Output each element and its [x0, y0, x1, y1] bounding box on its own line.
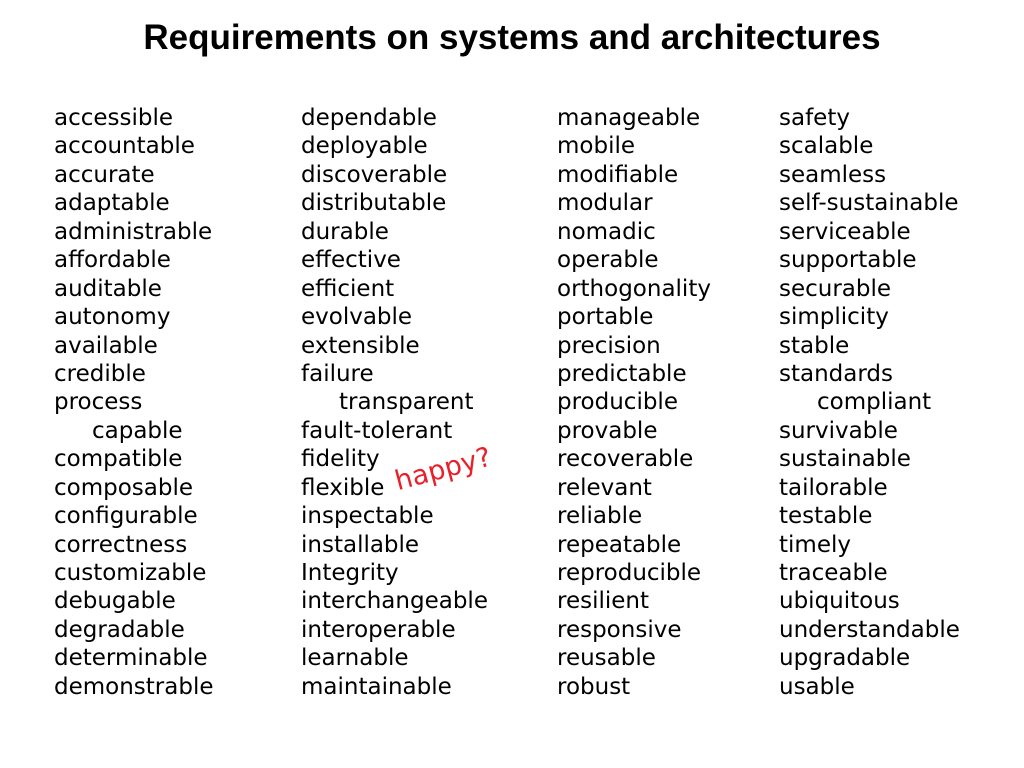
- requirement-term: seamless: [779, 161, 887, 188]
- requirement-term-continuation: compliant: [817, 389, 932, 416]
- requirement-term: safety: [779, 105, 850, 131]
- requirement-term: flexible: [301, 474, 385, 501]
- requirement-term: autonomy: [54, 304, 171, 331]
- requirement-term: credible: [54, 360, 146, 387]
- requirement-term: accountable: [54, 133, 195, 160]
- requirement-term: self-sustainable: [779, 190, 959, 217]
- requirement-term: survivable: [779, 417, 898, 444]
- requirement-term: sustainable: [779, 446, 911, 473]
- requirement-term: demonstrable: [54, 673, 214, 700]
- requirement-term: standards: [779, 360, 894, 387]
- requirement-term: available: [54, 332, 158, 359]
- requirement-term: provable: [557, 417, 658, 444]
- requirement-term: relevant: [557, 474, 652, 501]
- requirement-term: manageable: [557, 105, 701, 131]
- requirement-term: orthogonality: [557, 275, 711, 302]
- requirement-term: compatible: [54, 446, 183, 473]
- requirement-term: discoverable: [301, 161, 448, 188]
- slide-title: Requirements on systems and architectures: [143, 18, 881, 57]
- requirement-term: effective: [301, 247, 401, 274]
- requirement-term: reusable: [557, 645, 656, 672]
- requirement-term: administrable: [54, 218, 213, 245]
- requirement-term: installable: [301, 531, 420, 558]
- requirement-term: accurate: [54, 161, 155, 188]
- requirement-term: reproducible: [557, 560, 702, 586]
- requirement-term: traceable: [779, 560, 888, 586]
- requirement-term: robust: [557, 673, 631, 700]
- requirement-term: durable: [301, 218, 389, 245]
- requirement-term: Integrity: [301, 560, 399, 586]
- requirement-term: auditable: [54, 275, 162, 302]
- requirement-term: degradable: [54, 616, 185, 643]
- requirement-term: configurable: [54, 503, 198, 530]
- requirement-term: responsive: [557, 616, 682, 643]
- requirement-term: upgradable: [779, 645, 911, 672]
- requirement-term: testable: [779, 503, 873, 530]
- requirement-term: portable: [557, 304, 654, 331]
- requirement-term: failure: [301, 360, 374, 387]
- requirement-term: scalable: [779, 133, 874, 160]
- requirement-term: securable: [779, 275, 892, 302]
- requirement-term: distributable: [301, 190, 447, 217]
- requirement-term: deployable: [301, 133, 428, 160]
- requirement-term: adaptable: [54, 190, 170, 217]
- requirements-column-1: [54, 104, 214, 701]
- requirement-term: mobile: [557, 133, 636, 160]
- requirement-term: producible: [557, 389, 678, 416]
- requirement-term: interchangeable: [301, 588, 488, 615]
- requirement-term: resilient: [557, 588, 649, 615]
- requirement-term: supportable: [779, 247, 917, 274]
- requirement-term: process: [54, 389, 143, 416]
- requirement-term: fault-tolerant: [301, 417, 453, 444]
- requirement-term-continuation: transparent: [339, 389, 474, 416]
- requirement-term-continuation: capable: [92, 417, 183, 444]
- requirement-term: accessible: [54, 105, 174, 131]
- requirement-term: dependable: [301, 105, 437, 131]
- requirement-term: usable: [779, 673, 855, 700]
- requirement-term: simplicity: [779, 304, 889, 331]
- requirement-term: tailorable: [779, 474, 888, 501]
- requirement-term: reliable: [557, 503, 643, 530]
- requirement-term: customizable: [54, 560, 207, 586]
- requirement-term: modular: [557, 190, 653, 217]
- requirement-term: timely: [779, 531, 851, 558]
- requirements-column-3: [557, 104, 711, 701]
- requirement-term: predictable: [557, 360, 687, 387]
- requirement-term: interoperable: [301, 616, 456, 643]
- requirement-term: inspectable: [301, 503, 434, 530]
- requirement-term: understandable: [779, 616, 960, 643]
- requirement-term: ubiquitous: [779, 588, 900, 615]
- requirement-term: efficient: [301, 275, 395, 302]
- requirement-term: modifiable: [557, 161, 679, 188]
- requirement-term: operable: [557, 247, 659, 274]
- requirement-term: composable: [54, 474, 194, 501]
- requirement-term: maintainable: [301, 673, 452, 700]
- requirements-column-4: [779, 104, 960, 701]
- requirement-term: evolvable: [301, 304, 413, 331]
- requirements-column-2: [301, 104, 488, 701]
- requirement-term: stable: [779, 332, 850, 359]
- requirement-term: debugable: [54, 588, 176, 615]
- requirement-term: serviceable: [779, 218, 911, 245]
- requirement-term: extensible: [301, 332, 420, 359]
- requirement-term: precision: [557, 332, 661, 359]
- requirement-term: recoverable: [557, 446, 694, 473]
- requirement-term: affordable: [54, 247, 171, 274]
- requirement-term: fidelity: [301, 446, 380, 473]
- requirement-term: correctness: [54, 531, 188, 558]
- requirement-term: nomadic: [557, 218, 656, 245]
- handwritten-annotation: happy?: [391, 441, 495, 498]
- requirement-term: repeatable: [557, 531, 682, 558]
- requirement-term: determinable: [54, 645, 208, 672]
- requirement-term: learnable: [301, 645, 409, 672]
